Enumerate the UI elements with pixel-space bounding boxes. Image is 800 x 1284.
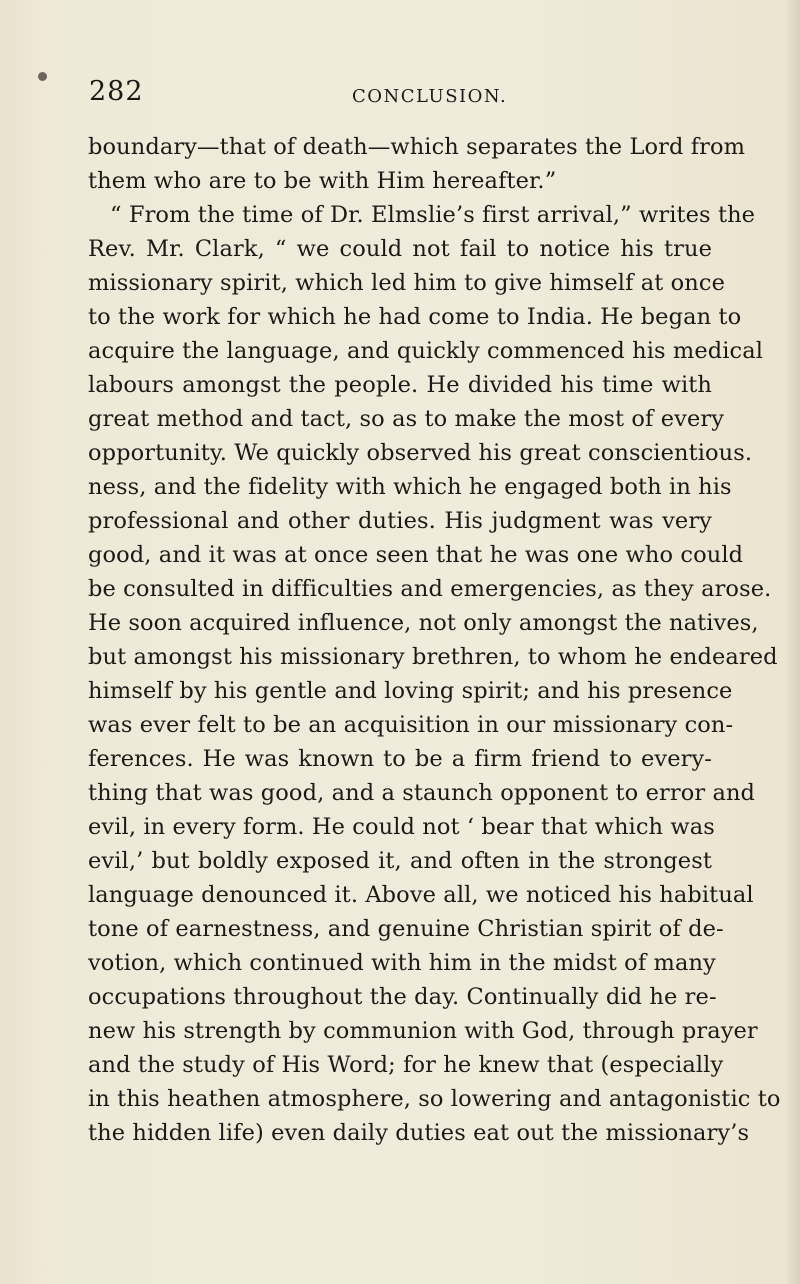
text-line: labours amongst the people. He divided his time with bbox=[88, 372, 712, 398]
text-line: them who are to be with Him hereafter.” bbox=[88, 168, 557, 194]
text-line: good, and it was at once seen that he was one who could bbox=[88, 542, 744, 568]
text-line: was ever felt to be an acquisition in our missionary con- bbox=[88, 712, 734, 738]
body-text bbox=[88, 130, 781, 1150]
text-line: evil, in every form. He could not ‘ bear that which was bbox=[88, 814, 715, 840]
text-line: and the study of His Word; for he knew that (especially bbox=[88, 1052, 724, 1078]
text-line: missionary spirit, which led him to give himself at once bbox=[88, 270, 726, 296]
page-number: 282 bbox=[89, 76, 144, 107]
text-line: acquire the language, and quickly commenced his medical bbox=[88, 338, 764, 364]
text-line: but amongst his missionary brethren, to whom he endeared bbox=[88, 644, 778, 670]
text-line: new his strength by communion with God, through prayer bbox=[88, 1018, 758, 1044]
running-head: CONCLUSION. bbox=[352, 86, 508, 107]
text-line: professional and other duties. His judgment was very bbox=[88, 508, 712, 534]
page-edge-shadow bbox=[786, 0, 800, 1284]
text-line: occupations throughout the day. Continually did he re- bbox=[88, 984, 717, 1010]
text-line: opportunity. We quickly observed his great conscientious. bbox=[88, 440, 753, 466]
text-line: be consulted in difficulties and emergencies, as they arose. bbox=[88, 576, 772, 602]
text-line: “ From the time of Dr. Elmslie’s first arrival,” writes the bbox=[110, 202, 756, 228]
text-line: votion, which continued with him in the midst of many bbox=[88, 950, 716, 976]
text-line: tone of earnestness, and genuine Christian spirit of de- bbox=[88, 916, 724, 942]
text-line: ness, and the fidelity with which he engaged both in his bbox=[88, 474, 732, 500]
text-line: ferences. He was known to be a firm friend to every- bbox=[88, 746, 712, 772]
text-line: evil,’ but boldly exposed it, and often in the strongest bbox=[88, 848, 712, 874]
text-line: to the work for which he had come to India. He began to bbox=[88, 304, 742, 330]
text-line: great method and tact, so as to make the most of every bbox=[88, 406, 725, 432]
text-line: language denounced it. Above all, we noticed his habitual bbox=[88, 882, 754, 908]
text-line: boundary—that of death—which separates the Lord from bbox=[88, 134, 746, 160]
text-line: himself by his gentle and loving spirit; and his presence bbox=[88, 678, 733, 704]
text-line: Rev. Mr. Clark, “ we could not fail to notice his true bbox=[88, 236, 712, 262]
text-line: thing that was good, and a staunch opponent to error and bbox=[88, 780, 756, 806]
text-line: in this heathen atmosphere, so lowering and antagonistic to bbox=[88, 1086, 781, 1112]
text-line: He soon acquired influence, not only amongst the natives, bbox=[88, 610, 759, 636]
ink-spot bbox=[38, 72, 47, 81]
text-line: the hidden life) even daily duties eat out the missionary’s bbox=[88, 1120, 750, 1146]
